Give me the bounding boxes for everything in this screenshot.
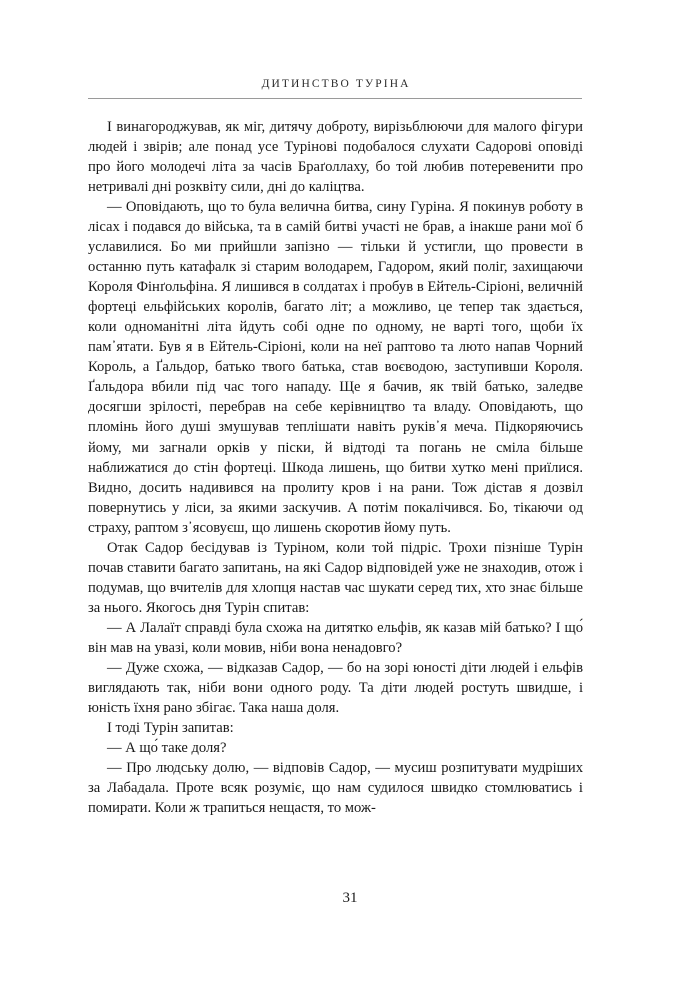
body-paragraph: — Дуже схожа, — відказав Садор, — бо на зорі юності діти людей і ельфів виглядають так, ніби вони одного роду. Та діти людей ростуть швидше, і юність їхня рано збігає. Така наша доля. <box>88 659 583 716</box>
body-paragraph: Отак Садор бесідував із Туріном, коли той підріс. Трохи пізніше Турін почав ставити багато запитань, на які Садор відповідей уже не знаходив, отож і подумав, що вчителів для хлопця настав час шукати серед тих, хто знає більше за нього. Якогось дня Турін спитав: <box>88 539 583 616</box>
header-divider-rule <box>88 98 582 99</box>
body-paragraph: І тоді Турін запитав: <box>107 719 234 736</box>
body-text-block <box>88 117 583 818</box>
body-paragraph: — А Лалаїт справді була схожа на дитятко ельфів, як казав мій батько? І що́ він мав на увазі, коли мовив, ніби вона ненадовго? <box>88 619 583 656</box>
body-paragraph: — Оповідають, що то була велична битва, сину Гуріна. Я покинув роботу в лісах і подався до війська, та в самій битві участі не брав, а інакше рани мої б уславилися. Бо ми прийшли запізно — тільки й устигли, що провести в останню путь катафалк зі старим володарем, Гадором, який поліг, захищаючи Короля Фінґольфіна. Я лишився в солдатах і пробув в Ейтель-Сіріоні, величній фортеці ельфійських королів, багато літ; а можливо, це тепер так здається, коли одноманітні літа йдуть собі одне по одному, не варті того, щоби їх пам᾽ятати. Був я в Ейтель-Сіріоні, коли на неї раптово та люто напав Чорний Король, а Ґальдор, батько твого батька, став воєводою, заступивши Короля. Ґальдора вбили під час того нападу. Ще я бачив, як твій батько, заледве досягши зрілості, перебрав на себе керівництво та владу. Оповідають, що пломінь його душі змушував теплішати навіть руків᾽я меча. Підкоряючись йому, ми загнали орків у піски, й відтоді та погань не сміла більше наближатися до стін фортеці. Шкода лишень, що битви хутко мені приїлися. Видно, досить надивився на пролиту кров і на рани. Тож дістав я дозвіл повернутись у ліси, за якими заскучив. А потім покалічився. Бо, тікаючи од страху, раптом з᾽ясовуєш, що лишень скоротив йому путь. <box>88 199 583 536</box>
body-paragraph: — А що́ таке доля? <box>107 739 227 756</box>
body-paragraph: — Про людську долю, — відповів Садор, — мусиш розпитувати мудріших за Лабадала. Проте всяк розуміє, що нам судилося швидко стомлюватись і помирати. Коли ж трапиться нещастя, то мож- <box>88 760 583 817</box>
body-paragraph: І винагороджував, як міг, дитячу доброту, вирізьблюючи для малого фігури людей і звірів; але понад усе Турінові подобалося слухати Садорові оповіді про його молодечі літа за часів Браґоллаху, бо той любив потеревенити про нетривалі дні розквіту сили, дні до каліцтва. <box>88 119 583 196</box>
page-number: 31 <box>342 890 358 906</box>
running-head: ДИТИНСТВО ТУРІНА <box>261 78 411 90</box>
